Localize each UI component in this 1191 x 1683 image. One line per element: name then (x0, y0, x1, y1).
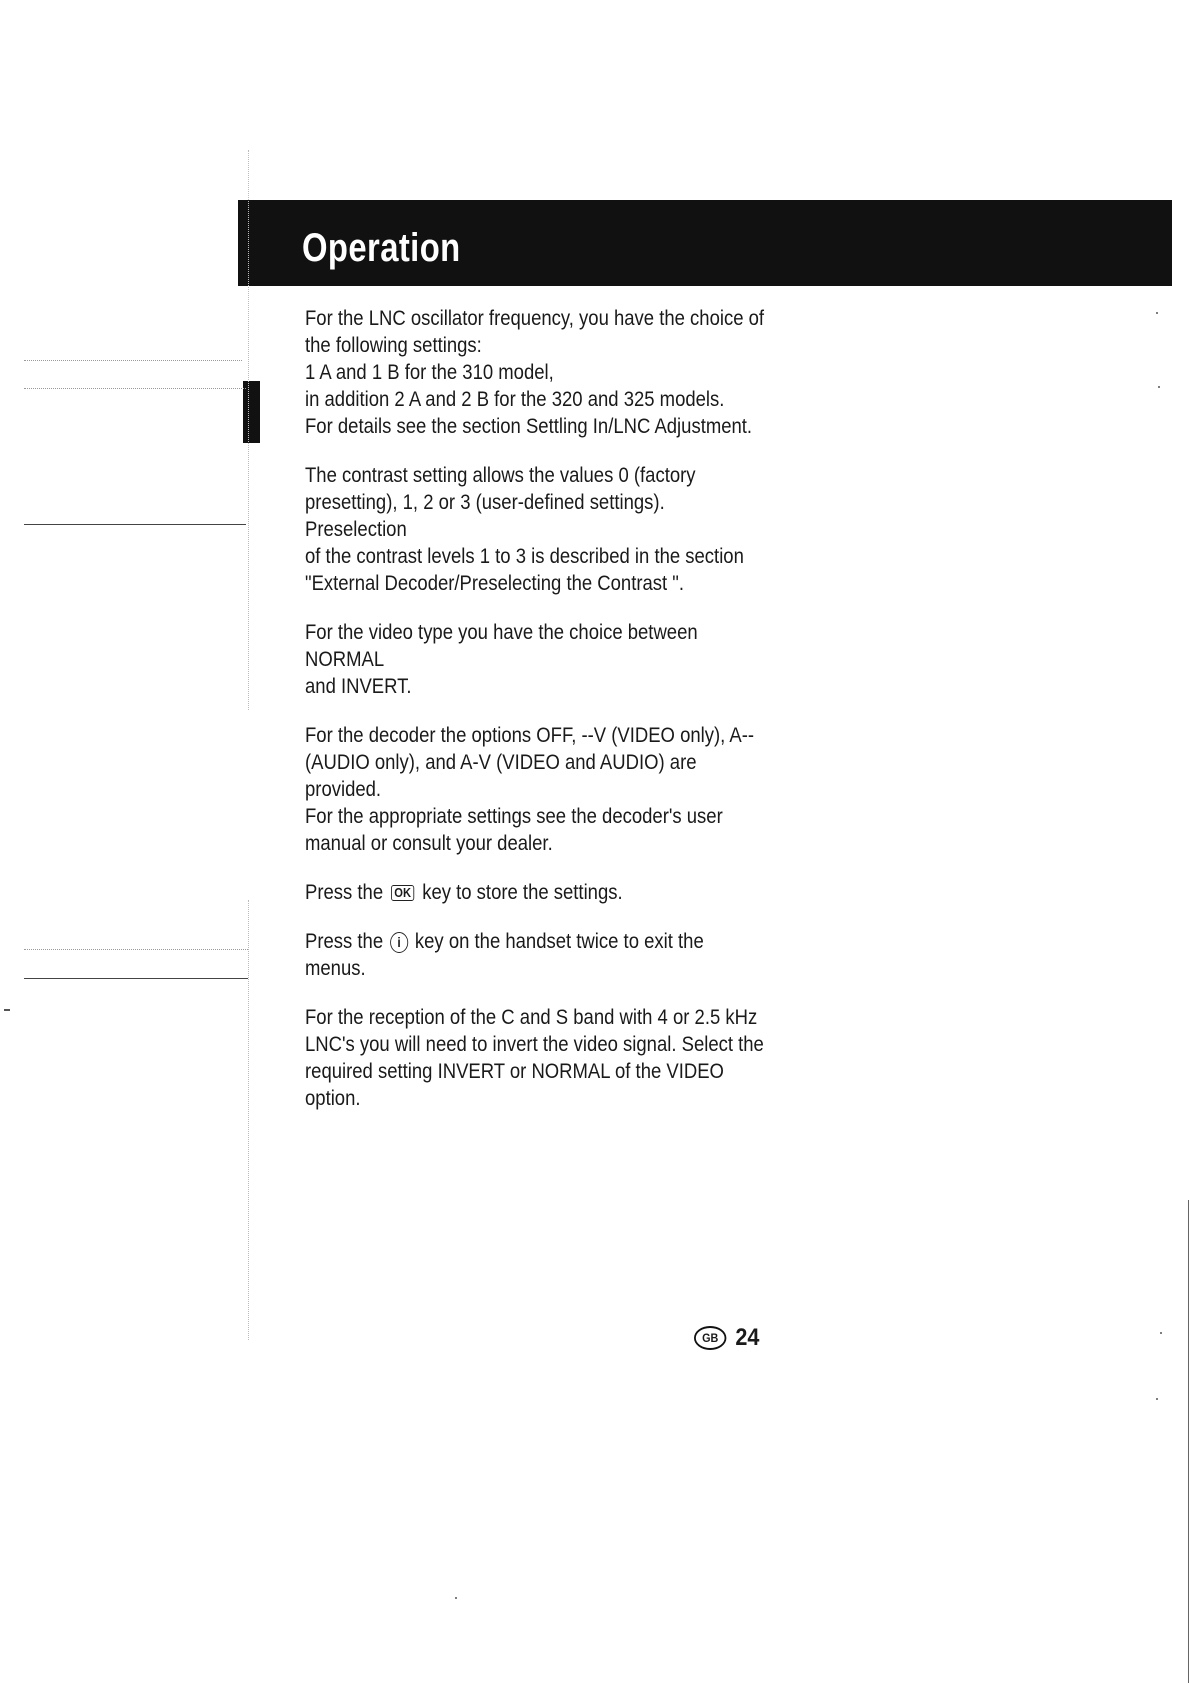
side-marker (243, 381, 260, 443)
paragraph-decoder (305, 722, 769, 857)
paragraph-lnc-frequency (305, 305, 769, 440)
margin-rule (248, 150, 249, 710)
text-line: For details see the section Settling In/LNC Adjustment. (305, 414, 753, 438)
text-fragment: key to store the settings. (422, 880, 623, 904)
scan-speck (4, 1009, 10, 1011)
text-line: For the appropriate settings see the decoder's user (305, 804, 723, 828)
gb-country-badge-icon: GB (694, 1326, 726, 1350)
margin-divider (24, 949, 248, 950)
text-line: LNC's you will need to invert the video signal. Select the (305, 1032, 764, 1056)
text-line: (AUDIO only), and A-V (VIDEO and AUDIO) are provided. (305, 750, 697, 801)
ok-key-icon: OK (391, 885, 415, 901)
text-line: option. (305, 1086, 361, 1110)
text-fragment: key on the handset twice to exit the menus. (305, 929, 704, 980)
text-line: required setting INVERT or NORMAL of the VIDEO (305, 1059, 724, 1083)
margin-divider (24, 978, 248, 979)
text-fragment: Press the (305, 929, 384, 953)
margin-rule (248, 900, 249, 1340)
text-line: "External Decoder/Preselecting the Contrast ". (305, 571, 685, 595)
text-line: of the contrast levels 1 to 3 is described in the section (305, 544, 744, 568)
paragraph-press-info (305, 928, 769, 982)
paragraph-video-type (305, 619, 769, 700)
section-title: Operation (302, 226, 461, 270)
paragraph-press-ok (305, 879, 769, 906)
paragraph-c-s-band (305, 1004, 769, 1112)
margin-divider (24, 360, 242, 361)
text-line: The contrast setting allows the values 0 (factory (305, 463, 696, 487)
page-number: 24 (735, 1324, 760, 1351)
scan-speck (455, 1597, 457, 1599)
text-line: 1 A and 1 B for the 310 model, (305, 360, 554, 384)
text-line: presetting), 1, 2 or 3 (user-defined settings). Preselection (305, 490, 665, 541)
text-fragment: Press the (305, 880, 384, 904)
info-key-icon: i (390, 932, 408, 953)
page-footer (694, 1324, 759, 1352)
scan-edge-line (1188, 1200, 1189, 1683)
text-line: manual or consult your dealer. (305, 831, 553, 855)
scan-speck (1160, 1332, 1162, 1334)
text-line: in addition 2 A and 2 B for the 320 and 325 models. (305, 387, 725, 411)
text-line: and INVERT. (305, 674, 412, 698)
scan-speck (1158, 386, 1160, 388)
paragraph-contrast (305, 462, 769, 597)
scan-speck (1156, 312, 1158, 314)
text-line: For the video type you have the choice between NORMAL (305, 620, 698, 671)
margin-divider (24, 524, 246, 525)
text-line: For the LNC oscillator frequency, you have the choice of (305, 306, 765, 330)
text-line: the following settings: (305, 333, 482, 357)
body-text (305, 305, 769, 1134)
scan-speck (1156, 1398, 1158, 1400)
margin-divider (24, 388, 246, 389)
text-line: For the reception of the C and S band with 4 or 2.5 kHz (305, 1005, 758, 1029)
text-line: For the decoder the options OFF, --V (VIDEO only), A-- (305, 723, 755, 747)
